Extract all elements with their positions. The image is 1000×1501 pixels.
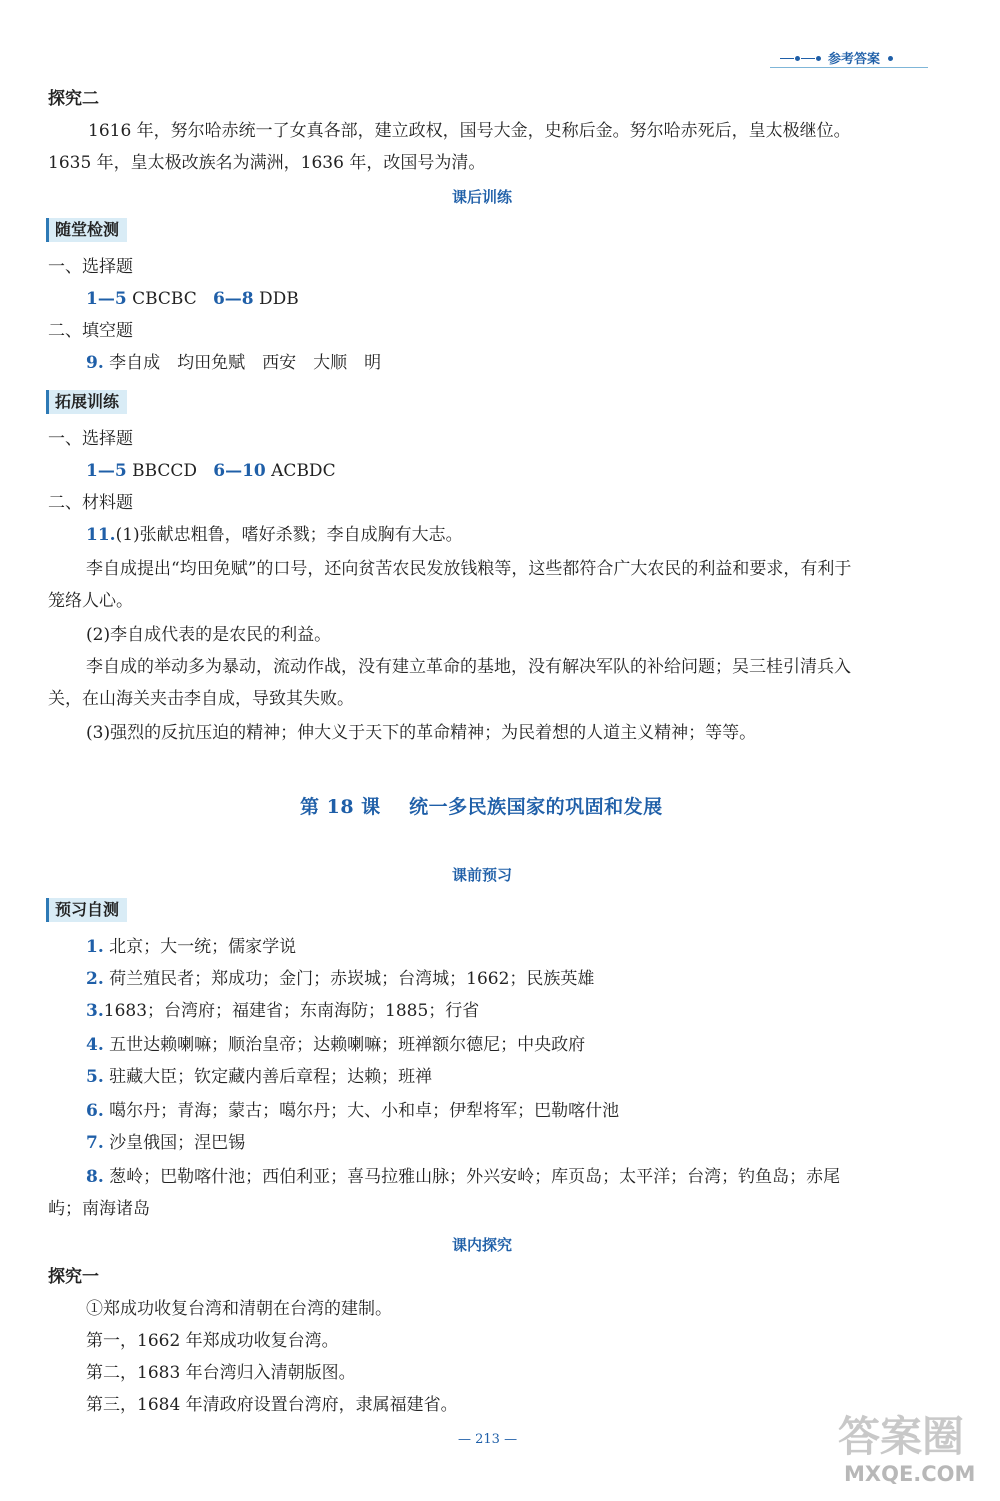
quiz-mc-answers2: DDB bbox=[259, 289, 299, 309]
lesson-number: 第 18 课 bbox=[300, 796, 381, 818]
header-rule bbox=[770, 67, 928, 68]
quiz-fill-text: 李自成 均田免赋 西安 大顺 明 bbox=[109, 353, 382, 373]
explore-two-heading: 探究二 bbox=[48, 89, 99, 109]
preview-item bbox=[86, 1166, 840, 1188]
quiz-fill-num: 9. bbox=[86, 353, 104, 373]
ext-mc-answers2: ACBDC bbox=[271, 461, 336, 481]
after-class-title: 课后训练 bbox=[452, 188, 513, 206]
preview-item bbox=[86, 968, 594, 990]
ext-mc-answers1: BBCCD bbox=[132, 461, 198, 481]
lesson-name: 统一多民族国家的巩固和发展 bbox=[409, 796, 663, 818]
preview-item bbox=[86, 1132, 245, 1154]
preview-item bbox=[86, 1000, 479, 1022]
preview-item bbox=[86, 1066, 432, 1088]
ext-q-line1-text: (1)张献忠粗鲁，嗜好杀戮；李自成胸有大志。 bbox=[115, 525, 463, 545]
quiz-mc-answers1: CBCBC bbox=[132, 289, 197, 309]
preview-item-num: 5. bbox=[86, 1067, 104, 1087]
in-class-title: 课内探究 bbox=[452, 1236, 513, 1254]
preview-item-num: 1. bbox=[86, 937, 104, 957]
ext-q-line6: 关，在山海关夹击李自成，导致其失败。 bbox=[48, 689, 354, 709]
watermark-site: MXQE.COM bbox=[844, 1462, 976, 1486]
quiz-mc-range2: 6—8 bbox=[212, 289, 254, 309]
quiz-mc-answers bbox=[86, 288, 299, 310]
ext-mat-heading: 二、材料题 bbox=[48, 493, 133, 513]
preview-item bbox=[86, 936, 296, 958]
explore-one-heading: 探究一 bbox=[48, 1267, 99, 1287]
preview-item-num: 4. bbox=[86, 1035, 104, 1055]
preview-item-text: 噶尔丹；青海；蒙古；噶尔丹；大、小和卓；伊犁将军；巴勒喀什池 bbox=[109, 1101, 620, 1121]
explore-one-line1: ①郑成功收复台湾和清朝在台湾的建制。 bbox=[86, 1299, 392, 1319]
preview-item-text: 五世达赖喇嘛；顺治皇帝；达赖喇嘛；班禅额尔德尼；中央政府 bbox=[109, 1035, 586, 1055]
page-number-value: 213 bbox=[475, 1432, 500, 1447]
quiz-mc-heading: 一、选择题 bbox=[48, 257, 133, 277]
preview-item-text: 北京；大一统；儒家学说 bbox=[109, 937, 297, 957]
preview-item-text: 沙皇俄国；涅巴锡 bbox=[109, 1133, 246, 1153]
explore-two-line2: 1635 年，皇太极改族名为满洲，1636 年，改国号为清。 bbox=[48, 153, 486, 173]
explore-one-line3: 第二，1683 年台湾归入清朝版图。 bbox=[86, 1363, 356, 1383]
explore-two-line1: 1616 年，努尔哈赤统一了女真各部，建立政权，国号大金，史称后金。努尔哈赤死后，皇太极继位。 bbox=[88, 121, 851, 141]
header-dot-icon bbox=[795, 56, 800, 61]
extension-label: 拓展训练 bbox=[46, 390, 127, 414]
preview-item-text: 葱岭；巴勒喀什池；西伯利亚；喜马拉雅山脉；外兴安岭；库页岛；太平洋；台湾；钓鱼岛；赤尾 bbox=[109, 1167, 841, 1187]
ext-q-line2: 李自成提出“均田免赋”的口号，还向贫苦农民发放钱粮等，这些都符合广大农民的利益和要求，有利于 bbox=[86, 559, 852, 579]
quiz-label: 随堂检测 bbox=[46, 218, 127, 242]
preview-item-num: 2. bbox=[86, 969, 104, 989]
preview-item-num: 8. bbox=[86, 1167, 104, 1187]
ext-q-num: 11. bbox=[86, 525, 116, 545]
header-label: 参考答案 bbox=[828, 52, 881, 67]
preview-item8-cont: 屿；南海诸岛 bbox=[48, 1199, 150, 1219]
ext-mc-range1: 1—5 bbox=[86, 461, 127, 481]
quiz-fill-heading: 二、填空题 bbox=[48, 321, 133, 341]
explore-one-line4: 第三，1684 年清政府设置台湾府，隶属福建省。 bbox=[86, 1395, 458, 1415]
header-dash bbox=[801, 58, 815, 59]
preview-item-num: 3. bbox=[86, 1001, 104, 1021]
preview-item-text: 荷兰殖民者；郑成功；金门；赤崁城；台湾城；1662；民族英雄 bbox=[109, 969, 595, 989]
preview-item bbox=[86, 1100, 619, 1122]
preview-label: 预习自测 bbox=[46, 898, 127, 922]
preview-title: 课前预习 bbox=[452, 866, 513, 884]
ext-q-line5: 李自成的举动多为暴动，流动作战，没有建立革命的基地，没有解决军队的补给问题；吴三桂引清兵入 bbox=[86, 657, 851, 677]
header-dot-icon bbox=[816, 56, 821, 61]
ext-q-line1 bbox=[86, 524, 463, 546]
ext-mc-range2: 6—10 bbox=[213, 461, 266, 481]
header-dash bbox=[780, 58, 794, 59]
lesson-title bbox=[300, 792, 663, 819]
ext-q-line7: (3)强烈的反抗压迫的精神；伸大义于天下的革命精神；为民着想的人道主义精神；等等。 bbox=[86, 723, 757, 743]
ext-q-line3: 笼络人心。 bbox=[48, 591, 133, 611]
ext-q-line4: (2)李自成代表的是农民的利益。 bbox=[86, 625, 332, 645]
ext-mc-heading: 一、选择题 bbox=[48, 429, 133, 449]
quiz-fill-answer bbox=[86, 352, 381, 374]
preview-item-num: 7. bbox=[86, 1133, 104, 1153]
page-number: — 213 — bbox=[458, 1432, 518, 1447]
preview-item bbox=[86, 1034, 585, 1056]
preview-item-text: 驻藏大臣；钦定藏内善后章程；达赖；班禅 bbox=[109, 1067, 433, 1087]
ext-mc-answers bbox=[86, 460, 336, 482]
watermark-brand: 答案圈 bbox=[838, 1412, 965, 1461]
header-dot-icon bbox=[888, 56, 893, 61]
explore-one-line2: 第一，1662 年郑成功收复台湾。 bbox=[86, 1331, 339, 1351]
running-header bbox=[770, 48, 928, 70]
preview-item-text: 1683；台湾府；福建省；东南海防；1885；行省 bbox=[103, 1001, 480, 1021]
preview-item-num: 6. bbox=[86, 1101, 104, 1121]
quiz-mc-range1: 1—5 bbox=[86, 289, 127, 309]
